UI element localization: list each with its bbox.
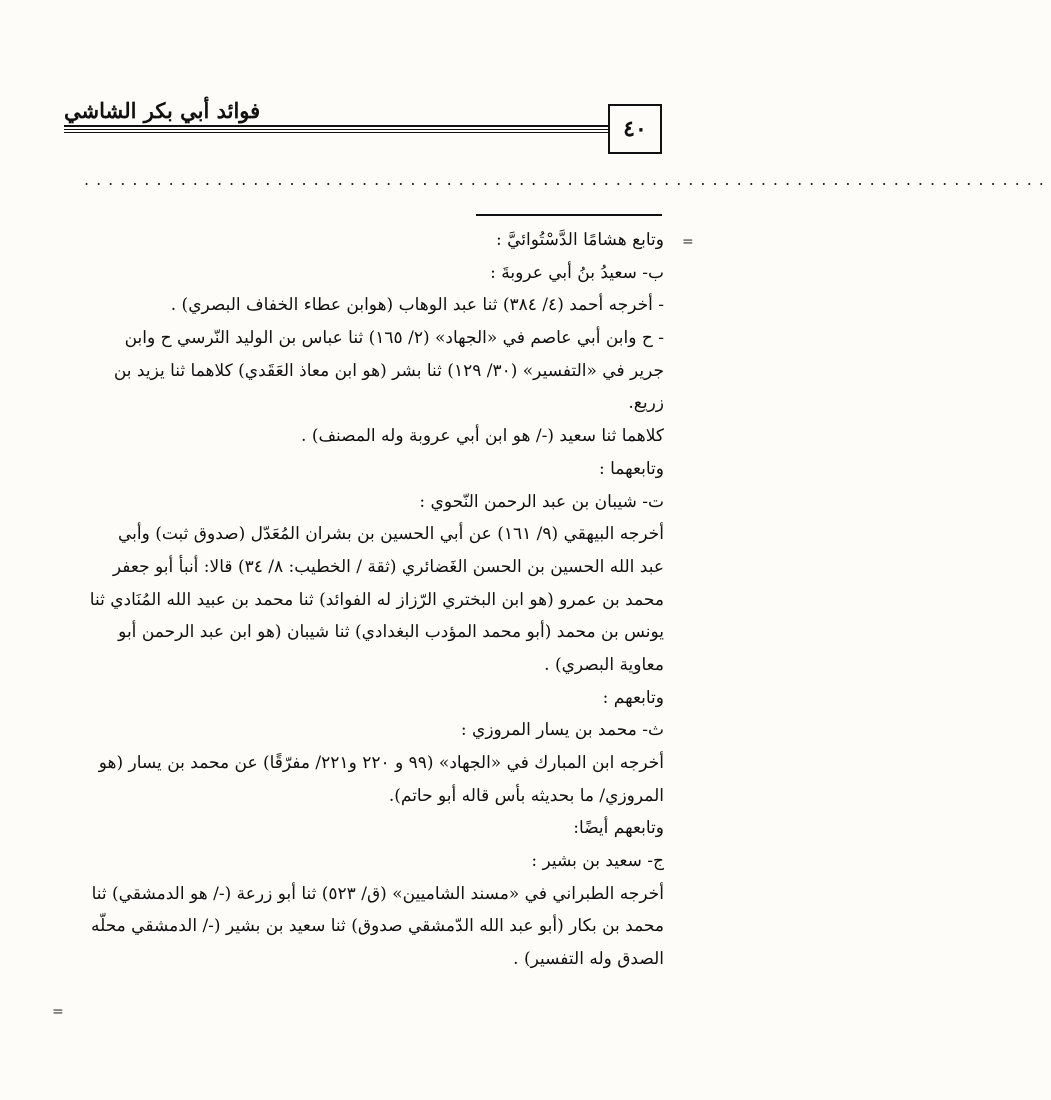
- margin-continuation-mark: =: [52, 1004, 64, 1020]
- header-rule: [64, 125, 610, 127]
- text-line: وتابعهم أيضًا:: [573, 818, 664, 839]
- text-line: عبد الله الحسين بن الحسن الغَضائري (ثقة / الخطيب: ٨/ ٣٤) قالا: أنبأ أبو جعفر: [112, 556, 664, 577]
- text-line: جرير في «التفسير» (٣٠/ ١٢٩) ثنا بشر (هو ابن معاذ العَقَدي) كلاهما ثنا يزيد بن: [113, 360, 664, 381]
- text-line: أخرجه البيهقي (٩/ ١٦١) عن أبي الحسين بن بشران المُعَدّل (صدوق ثبت) وأبي: [117, 524, 664, 545]
- footnote-separator-rule: [476, 214, 662, 216]
- text-line: محمد بن عمرو (هو ابن البختري الرّزاز له الفوائد) ثنا محمد بن عبيد الله المُنَادي ثنا: [89, 589, 664, 610]
- text-line: ت- شيبان بن عبد الرحمن النّحوي :: [419, 491, 664, 512]
- text-line: أخرجه ابن المبارك في «الجهاد» (٩٩ و ٢٢٠ و٢٢١/ مفرّقًا) عن محمد بن يسار (هو: [98, 753, 664, 773]
- text-line: يونس بن محمد (أبو محمد المؤدب البغدادي) ثنا شيبان (هو ابن عبد الرحمن أبو: [118, 622, 664, 643]
- text-line: وتابعهم :: [602, 687, 664, 708]
- text-line: وتابعهما :: [598, 458, 664, 479]
- text-line: معاوية البصري) .: [544, 654, 664, 675]
- dotted-separator: ................................................................................: [84, 170, 1051, 189]
- header-rule: [64, 129, 610, 130]
- text-line: محمد بن بكار (أبو عبد الله الدّمشقي صدوق) ثنا سعيد بن بشير (-/ الدمشقي محلّه: [90, 916, 664, 937]
- text-line: - أخرجه أحمد (٤/ ٣٨٤) ثنا عبد الوهاب (هوابن عطاء الخفاف البصري) .: [170, 295, 664, 316]
- text-line: الصدق وله التفسير) .: [513, 949, 664, 970]
- body-text: [76, 224, 664, 976]
- margin-continuation-mark: =: [682, 234, 694, 250]
- text-line: كلاهما ثنا سعيد (-/ هو ابن أبي عروبة وله المصنف) .: [301, 426, 664, 447]
- page-number: ٤٠: [623, 116, 647, 142]
- text-line: أخرجه الطبراني في «مسند الشاميين» (ق/ ٥٢٣) ثنا أبو زرعة (-/ هو الدمشقي) ثنا: [91, 883, 664, 904]
- page-number-box: [608, 104, 662, 154]
- running-header-title: فوائد أبي بكر الشاشي: [64, 98, 261, 123]
- text-line: - ح وابن أبي عاصم في «الجهاد» (٢/ ١٦٥) ثنا عباس بن الوليد النّرسي ح وابن: [124, 328, 664, 349]
- header-rule: [64, 132, 610, 133]
- text-line: ث- محمد بن يسار المروزي :: [460, 720, 664, 741]
- text-line: ج- سعيد بن بشير :: [531, 851, 664, 872]
- text-line: زريع.: [628, 393, 664, 414]
- text-line: المروزي/ ما بحديثه بأس قاله أبو حاتم).: [388, 785, 664, 806]
- text-line: ب- سعيدُ بنُ أبي عروبةَ :: [490, 262, 664, 283]
- text-line: وتابع هشامًا الدَّسْتُوائيَّ :: [495, 230, 664, 250]
